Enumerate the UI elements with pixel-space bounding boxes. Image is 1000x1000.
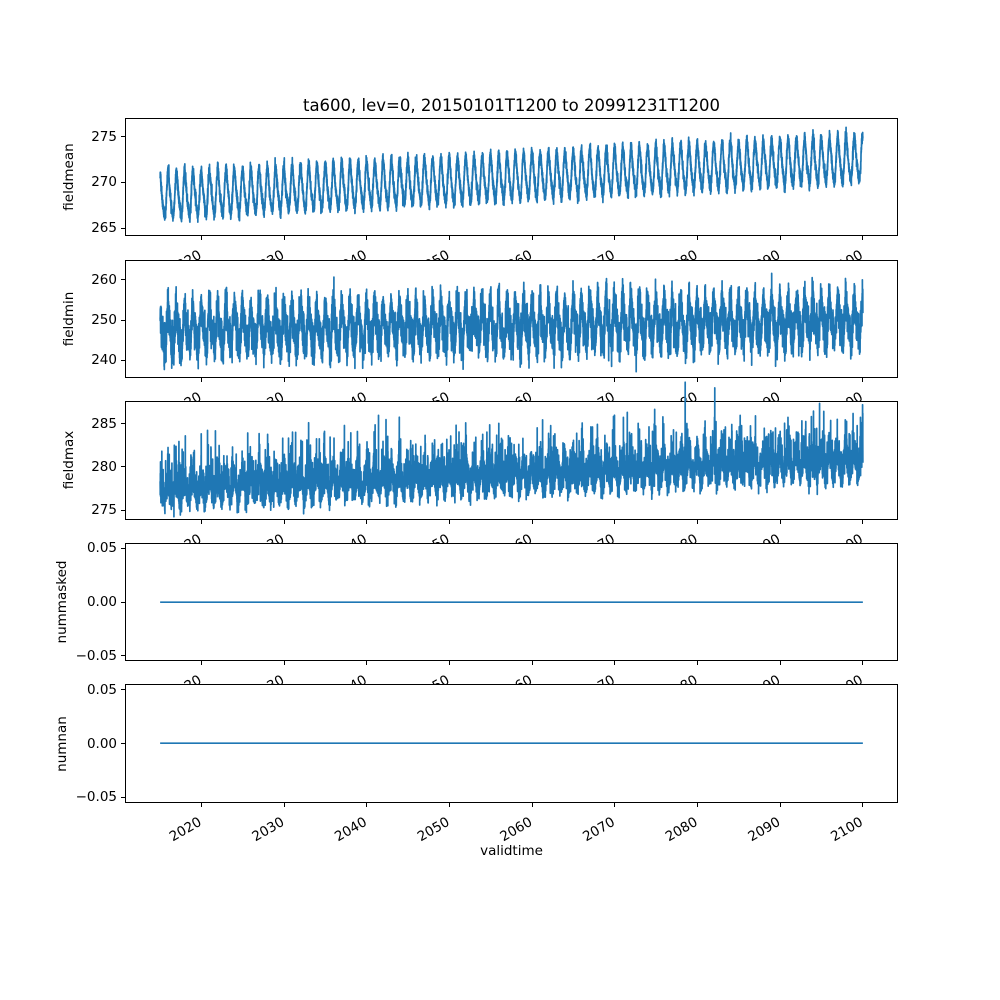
series-line-fieldmax <box>160 382 863 517</box>
y-tick <box>121 743 125 744</box>
y-axis-label-fieldmin: fieldmin <box>61 291 77 347</box>
subplot-nummasked <box>125 543 898 661</box>
series-plot-area <box>126 544 897 660</box>
y-tick <box>121 423 125 424</box>
x-tick-label: 2040 <box>332 813 370 845</box>
y-tick <box>121 320 125 321</box>
series-plot-area <box>126 261 897 377</box>
y-tick-label: 275 <box>91 128 117 145</box>
y-tick <box>121 228 125 229</box>
series-plot-area <box>126 119 897 235</box>
x-tick-label: 2090 <box>745 813 784 845</box>
y-tick <box>121 182 125 183</box>
x-tick-label: 2030 <box>249 813 288 845</box>
x-tick-label-strip <box>0 521 1000 543</box>
y-tick <box>121 360 125 361</box>
y-tick-label: 275 <box>91 502 117 519</box>
y-tick-label: 280 <box>91 458 117 475</box>
y-tick-label: 0.00 <box>86 594 117 610</box>
y-axis-label-nummasked: nummasked <box>54 560 70 644</box>
subplot-fieldmax <box>125 401 898 519</box>
series-plot-area <box>126 402 897 518</box>
series-line-fieldmin <box>160 273 863 371</box>
y-tick <box>121 797 125 798</box>
y-tick-label: 0.05 <box>86 681 117 698</box>
series-line-fieldmean <box>160 127 863 222</box>
y-axis-label-fieldmax: fieldmax <box>61 431 77 490</box>
y-tick <box>121 689 125 690</box>
x-tick-label-strip <box>0 237 1000 259</box>
y-tick-label: 270 <box>91 174 117 191</box>
x-tick-label: 2060 <box>497 813 536 845</box>
x-tick-label: 2080 <box>662 813 701 845</box>
y-axis-label-fieldmean: fieldmean <box>61 143 77 211</box>
x-tick-label: 2100 <box>828 813 866 845</box>
y-tick-label: −0.05 <box>75 647 117 664</box>
y-tick <box>121 136 125 137</box>
x-tick-label-strip <box>0 379 1000 401</box>
y-tick <box>121 466 125 467</box>
y-tick-label: 265 <box>91 220 117 237</box>
y-tick-label: 260 <box>91 271 117 288</box>
x-tick-label: 2050 <box>414 813 453 845</box>
y-tick <box>121 279 125 280</box>
y-tick-label: 0.00 <box>86 735 117 752</box>
y-tick-label: 285 <box>91 415 117 432</box>
y-axis-label-numnan: numnan <box>54 715 70 772</box>
x-tick-label: 2070 <box>580 813 618 845</box>
y-tick-label: 250 <box>91 312 117 328</box>
subplot-numnan <box>125 684 898 802</box>
y-tick-label: −0.05 <box>75 789 117 806</box>
subplot-fieldmean <box>125 118 898 236</box>
x-tick-label: 2020 <box>166 813 205 845</box>
y-tick <box>121 602 125 603</box>
y-tick <box>121 548 125 549</box>
y-tick-label: 0.05 <box>86 540 117 557</box>
series-plot-area <box>126 685 897 801</box>
figure-title: ta600, lev=0, 20150101T1200 to 20991231T1200 <box>302 96 721 115</box>
subplot-fieldmin <box>125 260 898 378</box>
y-tick <box>121 510 125 511</box>
x-tick-label-strip <box>0 662 1000 684</box>
x-axis-label: validtime <box>480 843 543 859</box>
x-tick-label-strip <box>0 804 1000 844</box>
y-tick <box>121 655 125 656</box>
y-tick-label: 240 <box>91 352 117 369</box>
